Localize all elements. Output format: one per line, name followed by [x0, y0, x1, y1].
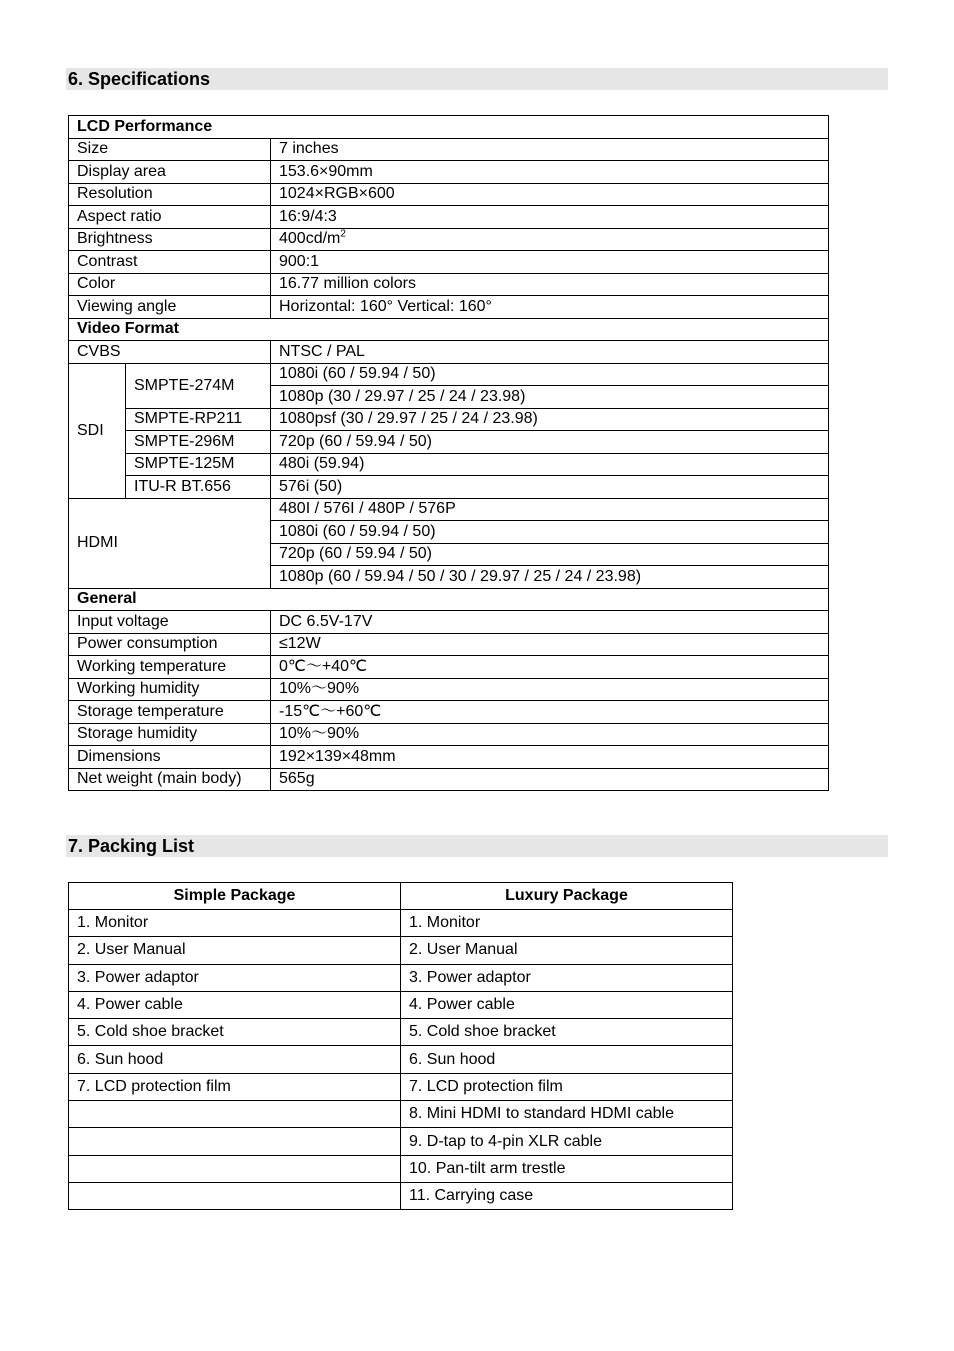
spec-value: 7 inches [271, 138, 829, 161]
spec-label: Power consumption [69, 633, 271, 656]
brightness-value: 400cd/m [279, 230, 341, 248]
simple-item: 1. Monitor [69, 910, 401, 937]
simple-item: 3. Power adaptor [69, 964, 401, 991]
spec-label: Dimensions [69, 746, 271, 769]
simple-item [69, 1155, 401, 1182]
sdi-standard: ITU-R BT.656 [126, 476, 271, 499]
spec-row [69, 678, 829, 701]
spec-row [69, 161, 829, 184]
spec-row [69, 341, 829, 364]
spec-value: 0℃～+40℃ [271, 656, 829, 679]
luxury-item: 1. Monitor [401, 910, 733, 937]
specifications-table [68, 115, 829, 791]
spec-value: 1024×RGB×600 [271, 183, 829, 206]
spec-row [69, 251, 829, 274]
table-row [69, 937, 733, 964]
spec-value: 565g [271, 768, 829, 791]
sdi-standard: SMPTE-125M [126, 453, 271, 476]
spec-value: DC 6.5V-17V [271, 611, 829, 634]
spec-label: Working temperature [69, 656, 271, 679]
spec-value: ≤12W [271, 633, 829, 656]
spec-value: 900:1 [271, 251, 829, 274]
luxury-item: 11. Carrying case [401, 1182, 733, 1209]
luxury-package-header: Luxury Package [401, 883, 733, 910]
spec-label: Storage humidity [69, 723, 271, 746]
table-row [69, 1019, 733, 1046]
table-row [69, 1182, 733, 1209]
specifications-heading: 6. Specifications [66, 68, 888, 90]
spec-label: Working humidity [69, 678, 271, 701]
luxury-item: 9. D-tap to 4-pin XLR cable [401, 1128, 733, 1155]
video-format-heading: Video Format [69, 318, 829, 341]
spec-value: NTSC / PAL [271, 341, 829, 364]
sdi-label: SDI [69, 363, 126, 498]
luxury-item: 4. Power cable [401, 991, 733, 1018]
spec-row [69, 138, 829, 161]
spec-value: 10%～90% [271, 723, 829, 746]
spec-label: Brightness [69, 228, 271, 251]
spec-row [69, 656, 829, 679]
spec-label: Color [69, 273, 271, 296]
spec-label: Input voltage [69, 611, 271, 634]
hdmi-label: HDMI [69, 498, 271, 588]
spec-value: -15℃～+60℃ [271, 701, 829, 724]
simple-item [69, 1128, 401, 1155]
spec-row [69, 228, 829, 251]
spec-label: Aspect ratio [69, 206, 271, 229]
spec-label: Resolution [69, 183, 271, 206]
table-row [69, 1101, 733, 1128]
simple-item: 5. Cold shoe bracket [69, 1019, 401, 1046]
superscript: 2 [340, 228, 346, 240]
spec-row [69, 768, 829, 791]
simple-item: 7. LCD protection film [69, 1073, 401, 1100]
spec-label: CVBS [69, 341, 271, 364]
table-row [69, 910, 733, 937]
spec-row [69, 633, 829, 656]
packing-list-heading: 7. Packing List [66, 835, 888, 857]
luxury-item: 10. Pan-tilt arm trestle [401, 1155, 733, 1182]
spec-row [69, 701, 829, 724]
spec-label: Storage temperature [69, 701, 271, 724]
spec-label: Contrast [69, 251, 271, 274]
spec-row [69, 273, 829, 296]
spec-label: Display area [69, 161, 271, 184]
spec-value: 10%～90% [271, 678, 829, 701]
spec-value: 1080i (60 / 59.94 / 50) [271, 363, 829, 386]
luxury-item: 5. Cold shoe bracket [401, 1019, 733, 1046]
spec-value: 16.77 million colors [271, 273, 829, 296]
spec-value: 1080psf (30 / 29.97 / 25 / 24 / 23.98) [271, 408, 829, 431]
spec-value: 1080i (60 / 59.94 / 50) [271, 521, 829, 544]
spec-value: 1080p (60 / 59.94 / 50 / 30 / 29.97 / 25 / 24 / 23.98) [271, 566, 829, 589]
spec-value: 192×139×48mm [271, 746, 829, 769]
spec-value: 480I / 576I / 480P / 576P [271, 498, 829, 521]
table-row [69, 1046, 733, 1073]
spec-value [271, 228, 829, 251]
simple-item: 6. Sun hood [69, 1046, 401, 1073]
sdi-standard: SMPTE-296M [126, 431, 271, 454]
spec-value: 153.6×90mm [271, 161, 829, 184]
spec-value: 16:9/4:3 [271, 206, 829, 229]
spec-value: Horizontal: 160° Vertical: 160° [271, 296, 829, 319]
spec-row [69, 746, 829, 769]
spec-value: 480i (59.94) [271, 453, 829, 476]
spec-row [69, 611, 829, 634]
general-heading: General [69, 588, 829, 611]
luxury-item: 7. LCD protection film [401, 1073, 733, 1100]
spec-label: Size [69, 138, 271, 161]
spec-value: 576i (50) [271, 476, 829, 499]
table-row [69, 1155, 733, 1182]
luxury-item: 8. Mini HDMI to standard HDMI cable [401, 1101, 733, 1128]
simple-item [69, 1101, 401, 1128]
table-row [69, 991, 733, 1018]
spec-row [69, 296, 829, 319]
spec-row [69, 723, 829, 746]
spec-value: 1080p (30 / 29.97 / 25 / 24 / 23.98) [271, 386, 829, 409]
simple-item [69, 1182, 401, 1209]
luxury-item: 3. Power adaptor [401, 964, 733, 991]
lcd-performance-heading: LCD Performance [69, 116, 829, 139]
luxury-item: 6. Sun hood [401, 1046, 733, 1073]
spec-value: 720p (60 / 59.94 / 50) [271, 431, 829, 454]
table-row [69, 1128, 733, 1155]
simple-item: 4. Power cable [69, 991, 401, 1018]
packing-list-table [68, 882, 733, 1210]
sdi-standard: SMPTE-RP211 [126, 408, 271, 431]
sdi-standard: SMPTE-274M [126, 363, 271, 408]
spec-row [69, 183, 829, 206]
simple-item: 2. User Manual [69, 937, 401, 964]
luxury-item: 2. User Manual [401, 937, 733, 964]
table-row [69, 964, 733, 991]
table-row [69, 1073, 733, 1100]
simple-package-header: Simple Package [69, 883, 401, 910]
spec-label: Viewing angle [69, 296, 271, 319]
spec-row [69, 206, 829, 229]
spec-label: Net weight (main body) [69, 768, 271, 791]
spec-value: 720p (60 / 59.94 / 50) [271, 543, 829, 566]
